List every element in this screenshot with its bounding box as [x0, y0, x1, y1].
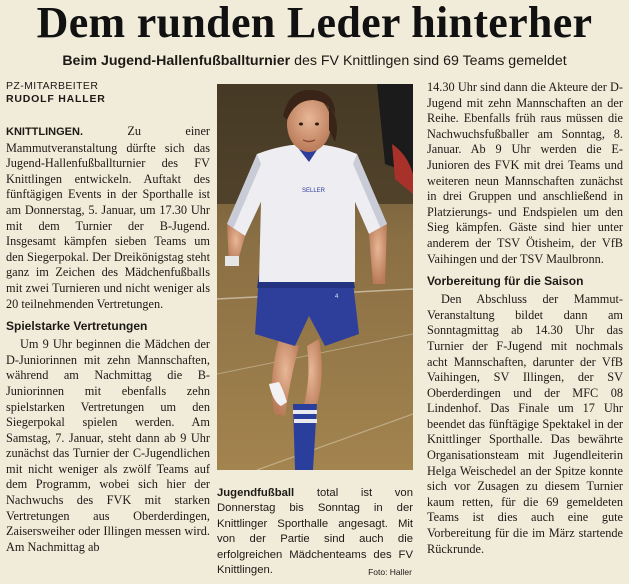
- caption-text: total ist von Donnerstag bis Sonntag in der Knittlinger Sporthalle angesagt. Mit von der Partie sind auch die erfolgreichen Mädchenteams des FV Knittlingen.: [217, 487, 413, 577]
- section-heading-1: Spielstarke Vertretungen: [6, 319, 148, 334]
- byline-author: RUDOLF HALLER: [6, 93, 106, 105]
- jersey-logo: SELLER: [302, 188, 326, 194]
- subheadline-bold: Beim Jugend-Hallenfußballturnier: [62, 53, 291, 69]
- subheadline: [0, 50, 629, 72]
- section-heading-2: Vorbereitung für die Saison: [427, 274, 584, 289]
- article-column-right: [427, 80, 623, 557]
- subheadline-rest: des FV Knittlingen sind 69 Teams gemeldet: [290, 53, 567, 69]
- paragraph-4: Den Abschluss der Mammut-Veranstaltung bildet dann am Sonntagmittag ab 14.30 Uhr das Turnier der F-Jugend mit nochmals acht Mannschaften, darunter der VfB Vaihingen, SV Illingen, der SV Oberderdingen und der MFC 08 Lindenhof. Das Finale um 17 Uhr beendet das fünftägige Spektakel in der Knittlinger Sporthalle. Das bewährte Organisationsteam mit Jugendleiterin Helga Weischedel an der Spitze konnte sich vor Zusagen zu diesem Turnier kaum retten, für die 69 gemeldeten Teams ist dies auch eine gute Vorbereitung für die im März startende Rückrunde.: [427, 292, 623, 556]
- headline: Dem runden Leder hinterher: [36, 0, 593, 47]
- photo-caption: [217, 486, 413, 578]
- paragraph-2: Um 9 Uhr beginnen die Mädchen der D-Juniorinnen mit zehn Mannschaften, während am Nachmittag die B-Juniorinnen mit ebenfalls zehn spielstarken Vertretungen um den Siegerpokal spielen werden. Am Samstag, 7. Januar, steht dann ab 9 Uhr zunächst das Turnier der C-Jugendlichen mit nicht weniger als zwölf Teams auf dem Programm, wobei sich hier der Nachwuchs des FVK mit starken Vertretungen aus Oberderdingen, Zaisersweiher oder Illingen messen wird. Am Nachmittag ab: [6, 337, 210, 554]
- dateline: KNITTLINGEN.: [6, 126, 83, 138]
- intro-text: Zu einer Mammutveranstaltung dürfte sich das Jugend-Hallenfußballturnier des FV Knittlingen entwickeln. Auftakt des fünftägigen Events in der Sporthalle ist am Donnerstag, 5. Januar, um 17.30 Uhr mit dem Turnier der B-Jugend. Insgesamt kämpfen sieben Teams um den Siegerpokal. Der Dreikönigstag steht ganz im Zeichen des Mädchenfußballs mit zwei Turnieren und nicht weniger als 20 teilnehmenden Vertretungen.: [6, 124, 210, 311]
- paragraph-3: 14.30 Uhr sind dann die Akteure der D-Jugend mit zehn Mannschaften an der Reihe. Ebenfalls früh raus müssen die Nachwuchsfußballer am Sonntag, 8. Januar. Ab 9 Uhr werden die E-Junioren des FVK mit drei Teams und weiteren neun Mannschaften zunächst in drei Gruppen und anschließend in Platzierungs- und Endspielen um den Sieg kämpfen. Gäste sind hier unter anderem der TSV Ötisheim, der VfB Vaihingen und der TSV Maulbronn.: [427, 80, 623, 266]
- photo-girl-playing-football: [217, 84, 413, 470]
- photo-credit: Foto: Haller: [368, 567, 412, 577]
- article-column-left: [6, 124, 210, 555]
- byline-role: PZ-MITARBEITER: [6, 80, 99, 92]
- byline: [6, 80, 206, 106]
- svg-text:4: 4: [335, 294, 339, 300]
- paragraph-intro: [6, 124, 210, 312]
- caption-bold: Jugendfußball: [217, 487, 295, 499]
